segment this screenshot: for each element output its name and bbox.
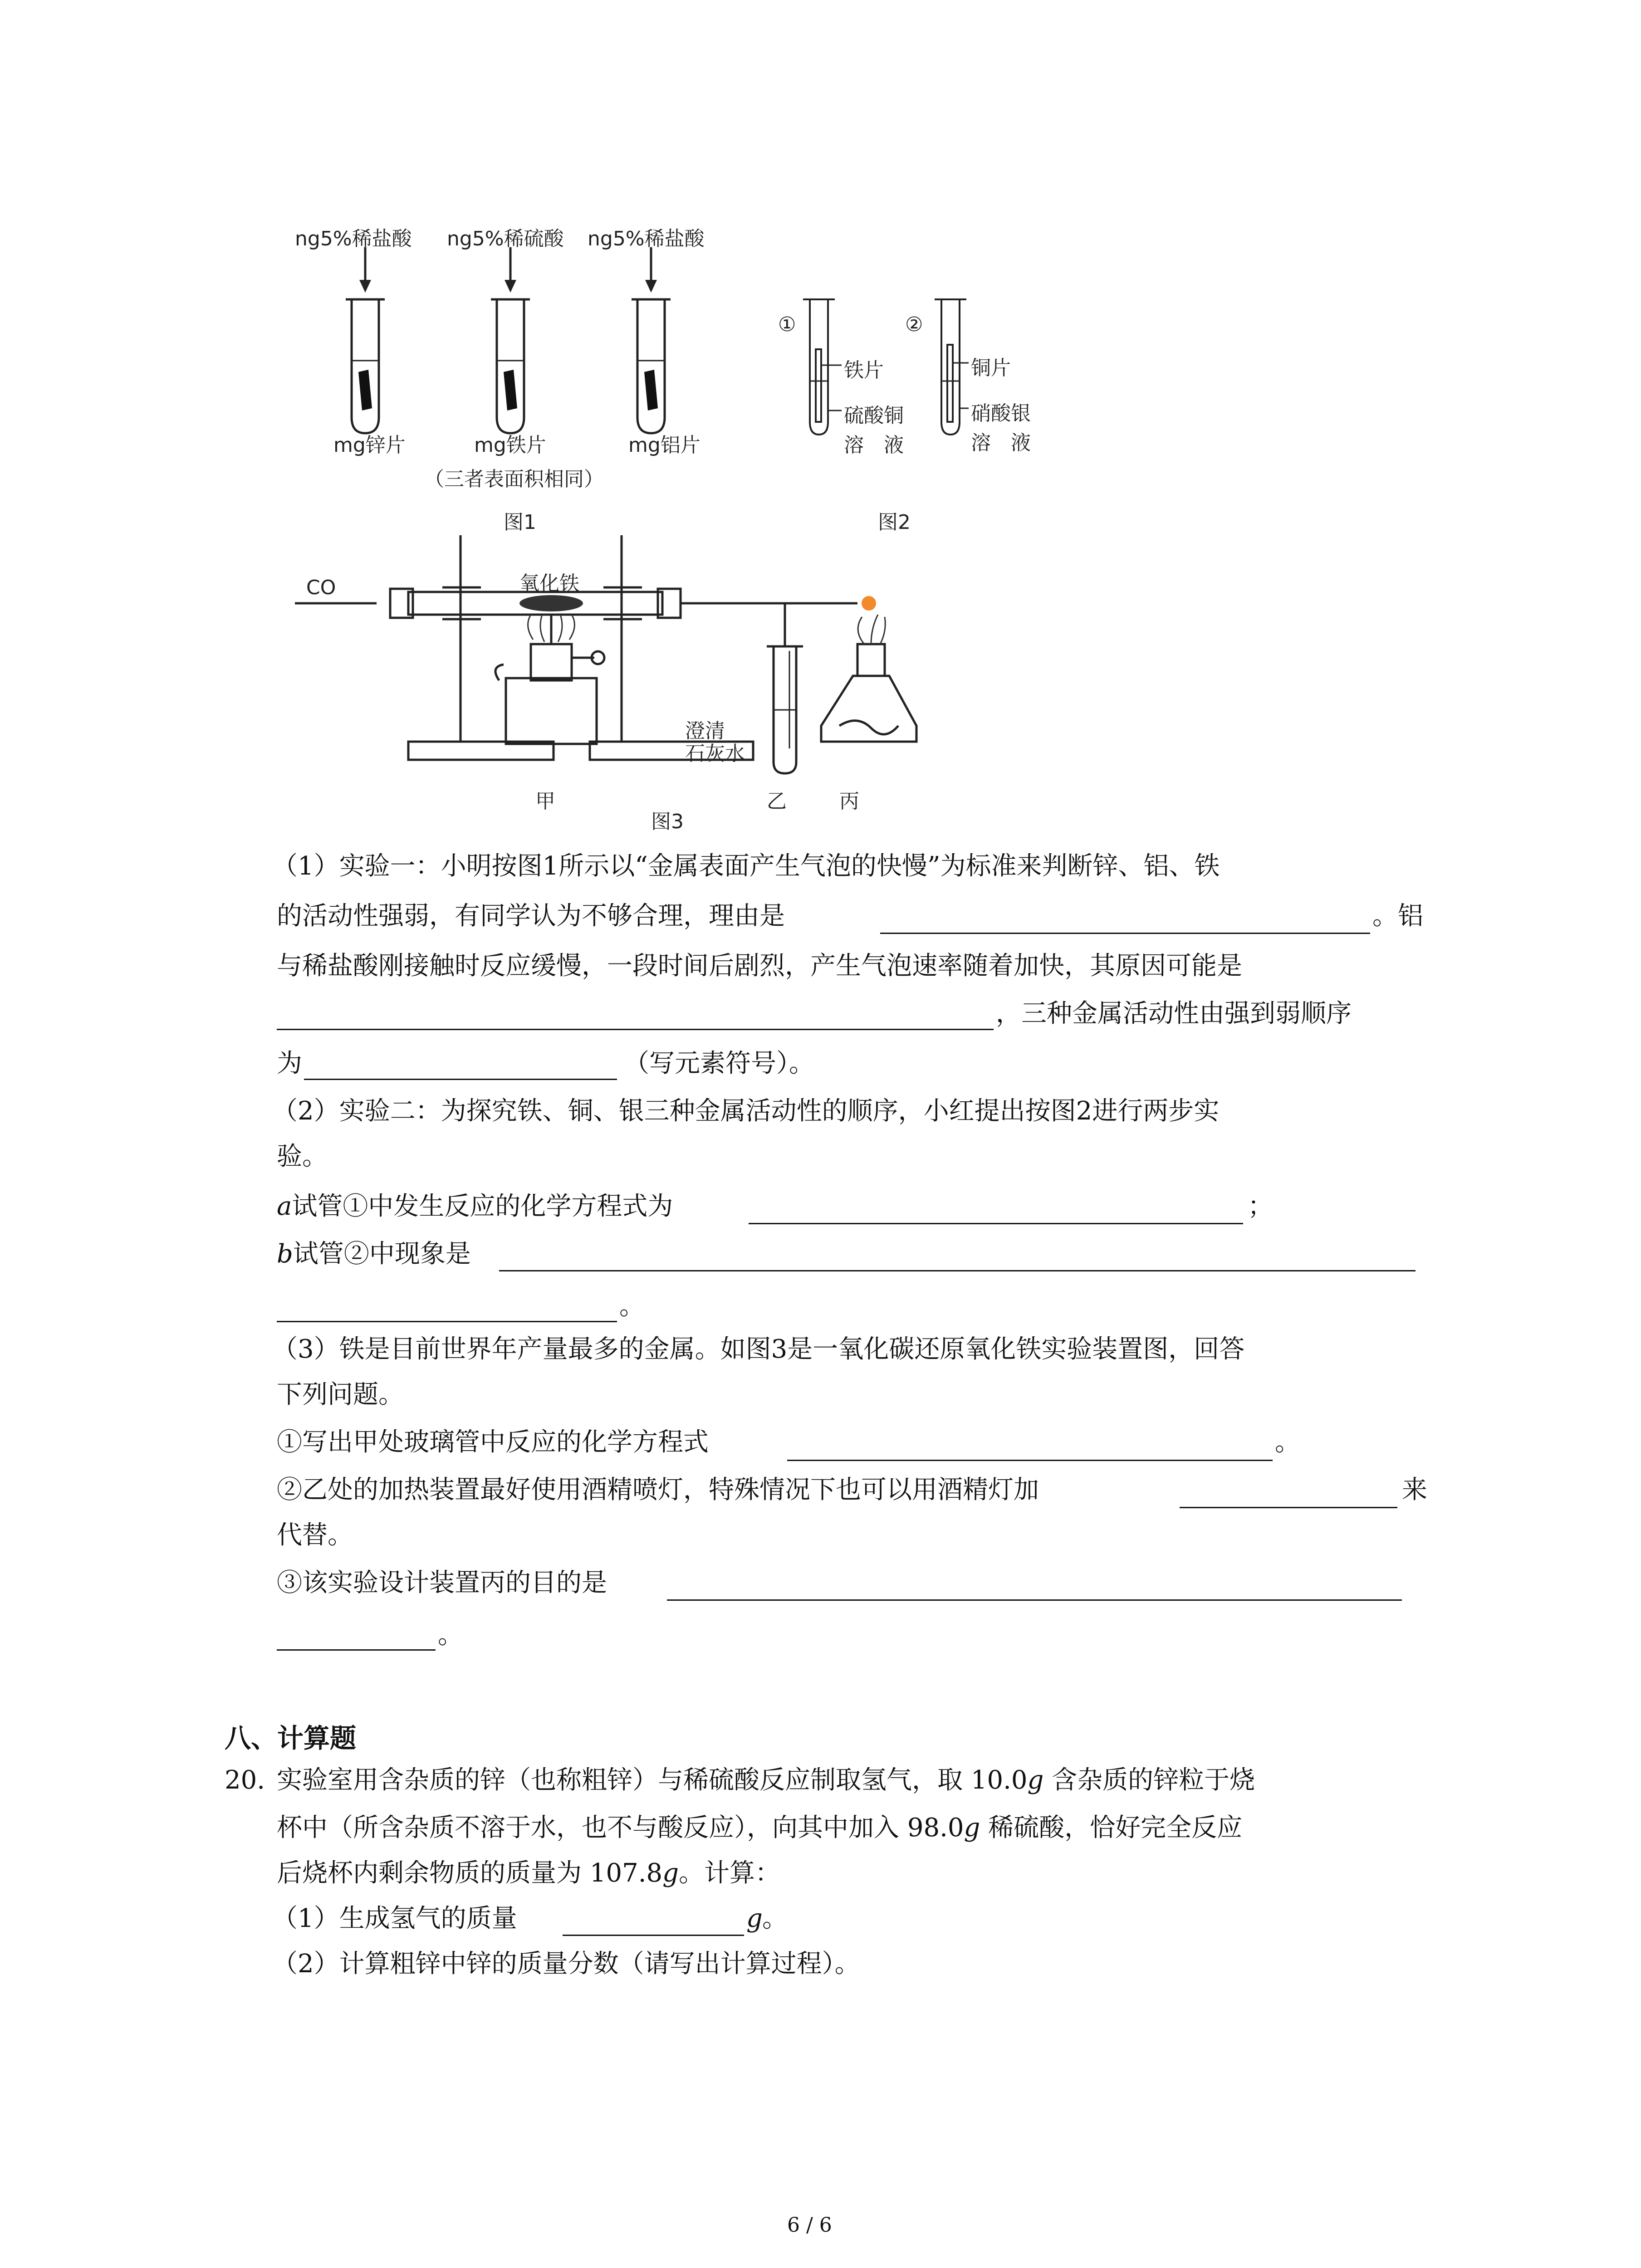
item-a-text: 试管①中发生反应的化学方程式为 bbox=[292, 1192, 673, 1221]
tube2-solution-1: 硝酸银 bbox=[971, 402, 1031, 425]
answer-blank-heating[interactable] bbox=[1180, 1507, 1397, 1508]
q19-part3-item2-line2: 代替。 bbox=[277, 1520, 353, 1550]
q19-part1-line5: 为 bbox=[277, 1049, 302, 1078]
q20-sub1: （1）生成氢气的质量 bbox=[272, 1904, 517, 1933]
item-b-text: 试管②中现象是 bbox=[293, 1239, 471, 1269]
q19-part3-item1: ①写出甲处玻璃管中反应的化学方程式 bbox=[277, 1427, 709, 1457]
q19-part1-line3: 与稀盐酸刚接触时反应缓慢，一段时间后剧烈，产生气泡速率随着加快，其原因可能是 bbox=[277, 951, 1242, 981]
q20-line1-a: 实验室用含杂质的锌（也称粗锌）与稀硫酸反应制取氢气，取 bbox=[277, 1765, 963, 1795]
reagent-label-3: ng5%稀盐酸 bbox=[588, 227, 705, 250]
q19-part3-item1-end: 。 bbox=[1275, 1427, 1300, 1457]
q20-line3 bbox=[277, 1860, 780, 1887]
q19-part2-line2: 验。 bbox=[277, 1142, 328, 1171]
q19-part2-b bbox=[277, 1241, 471, 1268]
q20-sub1-end: 。 bbox=[762, 1904, 788, 1933]
reagent-label-2: ng5%稀硫酸 bbox=[447, 227, 564, 250]
q19-part3-item3-end: 。 bbox=[438, 1620, 463, 1650]
answer-blank-cause[interactable] bbox=[277, 1029, 994, 1030]
q19-part3-item3: ③该实验设计装置丙的目的是 bbox=[277, 1568, 607, 1598]
q20-sub2: （2）计算粗锌中锌的质量分数（请写出计算过程）。 bbox=[272, 1949, 860, 1979]
page-number: 6 / 6 bbox=[787, 2214, 832, 2237]
q19-part2-line1: （2）实验二：为探究铁、铜、银三种金属活动性的顺序，小红提出按图2进行两步实 bbox=[272, 1096, 1220, 1126]
q20-line3-a: 后烧杯内剩余物质的质量为 bbox=[277, 1858, 582, 1888]
q19-part2-b-end: 。 bbox=[619, 1291, 645, 1321]
answer-blank-order[interactable] bbox=[304, 1079, 617, 1080]
q20-unit-2: g bbox=[964, 1813, 980, 1843]
q20-line2-b: 稀硫酸，恰好完全反应 bbox=[988, 1813, 1243, 1843]
q19-part1-line2-end: 。铝 bbox=[1372, 901, 1423, 931]
limewater-label-2: 石灰水 bbox=[685, 742, 745, 765]
q19-part3-item2: ②乙处的加热装置最好使用酒精喷灯，特殊情况下也可以用酒精灯加 bbox=[277, 1475, 1039, 1505]
q19-part1-line4: ，三种金属活动性由强到弱顺序 bbox=[996, 999, 1352, 1028]
q20-line1 bbox=[277, 1767, 1255, 1794]
q20-unit-3: g bbox=[662, 1858, 679, 1888]
figure1-caption: 图1 bbox=[504, 511, 536, 534]
q19-part3-line1: （3）铁是目前世界年产量最多的金属。如图3是一氧化碳还原氧化铁实验装置图，回答 bbox=[272, 1334, 1245, 1364]
q19-part1-line1: （1）实验一：小明按图1所示以“金属表面产生气泡的快慢”为标准来判断锌、铝、铁 bbox=[272, 851, 1220, 881]
answer-blank-equation-jia[interactable] bbox=[787, 1460, 1273, 1461]
answer-blank-purpose-line1[interactable] bbox=[667, 1599, 1402, 1601]
co-label: CO bbox=[306, 576, 336, 599]
tube1-solution-1: 硫酸铜 bbox=[844, 404, 904, 427]
q19-part2-a-end: ； bbox=[1248, 1192, 1273, 1221]
question-number: 20. bbox=[225, 1765, 265, 1795]
figure1-note: （三者表面积相同） bbox=[424, 468, 604, 491]
figure3-caption: 图3 bbox=[651, 810, 684, 833]
q20-line2 bbox=[277, 1814, 1242, 1842]
q20-mass-remaining: 107.8 bbox=[589, 1858, 663, 1888]
tube2-solution-2: 溶 液 bbox=[971, 431, 1031, 455]
q19-part3-line2: 下列问题。 bbox=[277, 1380, 404, 1409]
q20-line1-b: 含杂质的锌粒于烧 bbox=[1052, 1765, 1255, 1795]
answer-blank-phenomenon-line2[interactable] bbox=[277, 1321, 617, 1322]
answer-blank-purpose-line2[interactable] bbox=[277, 1649, 436, 1651]
metal-label-3: mg铝片 bbox=[628, 434, 700, 457]
label-jia: 甲 bbox=[535, 790, 555, 813]
answer-blank-hydrogen-mass[interactable] bbox=[563, 1935, 744, 1936]
q20-mass-acid: 98.0 bbox=[907, 1813, 964, 1843]
answer-blank-reason[interactable] bbox=[880, 933, 1370, 934]
q20-line3-b: 。计算： bbox=[679, 1858, 780, 1888]
tube2-metal: 铜片 bbox=[971, 357, 1011, 380]
tube2-mark: ② bbox=[905, 313, 923, 336]
label-bing: 丙 bbox=[839, 790, 859, 813]
item-letter-a: a bbox=[277, 1192, 292, 1221]
q20-line2-a: 杯中（所含杂质不溶于水，也不与酸反应），向其中加入 bbox=[277, 1813, 899, 1843]
answer-blank-phenomenon-line1[interactable] bbox=[499, 1270, 1416, 1271]
test-tubes-figure1 bbox=[290, 247, 744, 447]
q19-part2-a bbox=[277, 1193, 673, 1220]
limewater-label-1: 澄清 bbox=[685, 719, 725, 743]
q20-unit-1: g bbox=[1027, 1765, 1044, 1795]
reagent-label-1: ng5%稀盐酸 bbox=[295, 227, 412, 250]
q19-part1-line5-end: （写元素符号）。 bbox=[624, 1049, 814, 1078]
figure2-caption: 图2 bbox=[878, 511, 911, 534]
section-heading: 八、计算题 bbox=[225, 1723, 357, 1754]
tube1-metal: 铁片 bbox=[844, 359, 884, 382]
label-yi: 乙 bbox=[767, 790, 787, 813]
metal-label-2: mg铁片 bbox=[474, 434, 546, 457]
q19-part3-item2-end: 来 bbox=[1402, 1475, 1427, 1505]
answer-blank-equation-a[interactable] bbox=[749, 1223, 1243, 1224]
tube1-solution-2: 溶 液 bbox=[844, 434, 904, 457]
q19-part1-line2: 的活动性强弱，有同学认为不够合理，理由是 bbox=[277, 901, 785, 931]
metal-label-1: mg锌片 bbox=[333, 434, 406, 457]
q20-mass-zinc: 10.0 bbox=[970, 1765, 1028, 1795]
item-letter-b: b bbox=[277, 1239, 293, 1269]
iron-oxide-label: 氧化铁 bbox=[519, 572, 579, 595]
tube1-mark: ① bbox=[778, 313, 796, 336]
q20-sub1-unit: g bbox=[746, 1904, 763, 1933]
